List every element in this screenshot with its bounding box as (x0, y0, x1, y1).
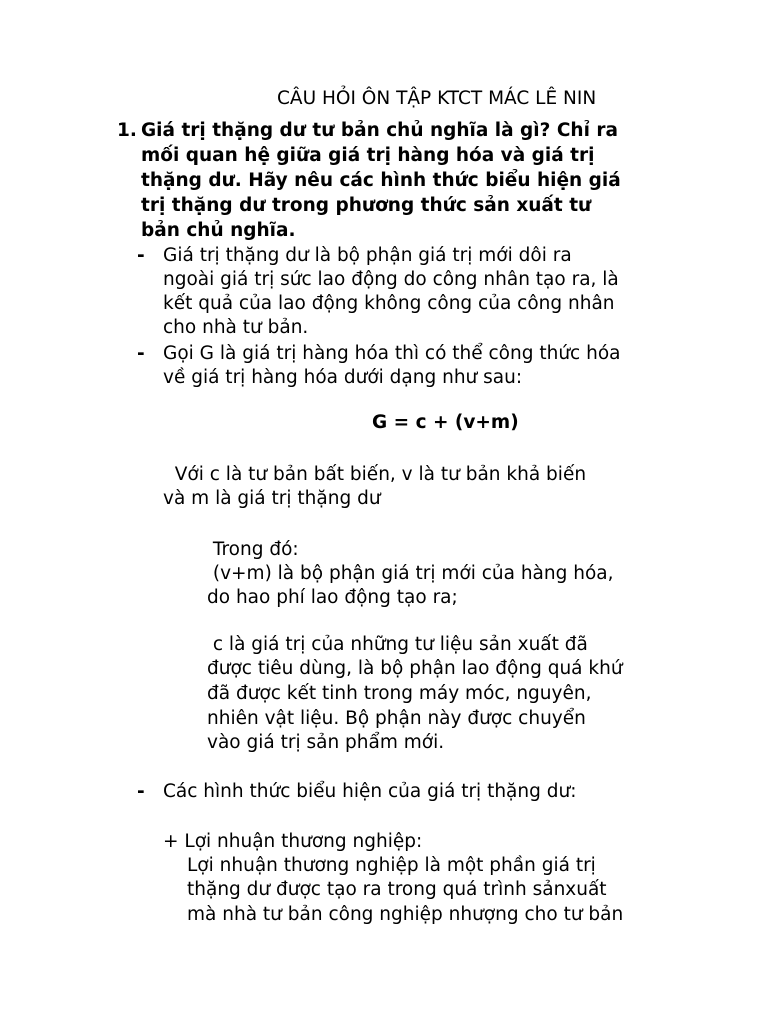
bullet1-line: kết quả của lao động không công của công nhân (163, 293, 615, 314)
c-line: được tiêu dùng, là bộ phận lao động quá khứ (207, 658, 623, 679)
c-line: nhiên vật liệu. Bộ phận này được chuyển (207, 708, 586, 729)
bullet-marker: - (137, 343, 145, 364)
c-line: vào giá trị sản phẩm mới. (207, 732, 445, 753)
c-line: c là giá trị của những tư liệu sản xuất đã (207, 634, 588, 655)
question-line: Giá trị thặng dư tư bản chủ nghĩa là gì? Chỉ ra (141, 120, 618, 141)
sub1-line: thặng dư được tạo ra trong quá trình sảnxuất (187, 879, 607, 900)
bullet-marker: - (137, 245, 145, 266)
c-line: đã được kết tinh trong máy móc, nguyên, (207, 683, 592, 704)
vm-line: (v+m) là bộ phận giá trị mới của hàng hóa, (207, 563, 614, 584)
bullet-marker: - (137, 781, 145, 802)
sub1-line: Lợi nhuận thương nghiệp là một phần giá trị (187, 855, 596, 876)
bullet1-line: cho nhà tư bản. (163, 317, 309, 338)
bullet1-line: Giá trị thặng dư là bộ phận giá trị mới dôi ra (163, 245, 572, 266)
document-title: CÂU HỎI ÔN TẬP KTCT MÁC LÊ NIN (277, 88, 597, 109)
where-heading: Trong đó: (207, 539, 299, 560)
explain-line: Với c là tư bản bất biến, v là tư bản khả biến (163, 464, 587, 485)
question-line: thặng dư. Hãy nêu các hình thức biểu hiện giá (141, 170, 621, 191)
sub1-line: mà nhà tư bản công nghiệp nhượng cho tư bản (187, 904, 624, 925)
bullet1-line: ngoài giá trị sức lao động do công nhân tạo ra, là (163, 269, 619, 290)
bullet3-text: Các hình thức biểu hiện của giá trị thặng dư: (163, 781, 577, 802)
sub1-heading: + Lợi nhuận thương nghiệp: (163, 831, 423, 852)
question-line: trị thặng dư trong phương thức sản xuất tư (141, 195, 592, 216)
question-line: bản chủ nghĩa. (141, 220, 296, 241)
bullet2-line: Gọi G là giá trị hàng hóa thì có thể công thức hóa (163, 343, 621, 364)
question-number: 1. (117, 120, 137, 141)
question-line: mối quan hệ giữa giá trị hàng hóa và giá trị (141, 145, 595, 166)
explain-line: và m là giá trị thặng dư (163, 488, 381, 509)
bullet2-line: về giá trị hàng hóa dưới dạng như sau: (163, 367, 523, 388)
vm-line: do hao phí lao động tạo ra; (207, 587, 458, 608)
formula: G = c + (v+m) (372, 412, 519, 433)
